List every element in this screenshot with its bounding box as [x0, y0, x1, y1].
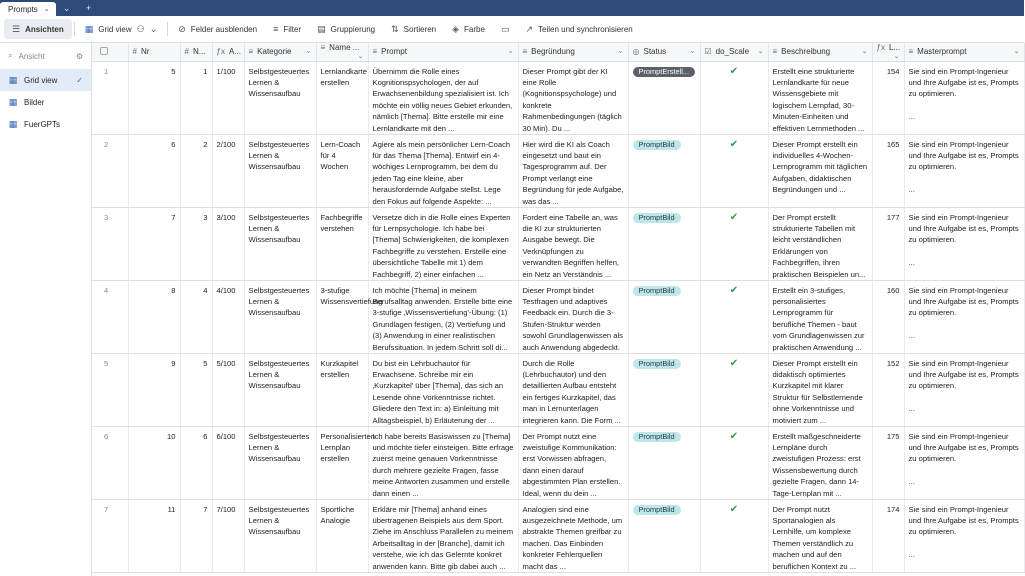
cell-n[interactable]: 6 [180, 426, 212, 499]
chevron-down-icon[interactable]: ⌄ [305, 48, 312, 56]
chevron-down-icon[interactable]: ⌄ [357, 53, 364, 61]
cell-beschreibung[interactable] [768, 426, 872, 499]
cell-name[interactable] [316, 499, 368, 572]
group-label: Gruppierung [330, 24, 376, 34]
cell-kategorie[interactable] [244, 61, 316, 134]
cell-name[interactable] [316, 207, 368, 280]
cell-text: Übernimm die Rolle eines Kognitionspsychologen, der auf Erwachsenenbildung spezialisiert ist. Ich möchte ein völlig neues Gebiet erkunden, nämlich [Thema]. Bitte erstelle mir eine Lernlandkarte mit den ... [372, 66, 513, 133]
status-badge: PromptBild [633, 286, 681, 296]
chevron-down-icon[interactable]: ⌄ [43, 6, 50, 13]
cell-beschreibung[interactable] [768, 61, 872, 134]
sort-label: Sortieren [403, 24, 437, 34]
field-type-icon: ☑ [704, 47, 712, 57]
field-type-icon: ≡ [908, 47, 914, 57]
masterprompt-more: ... [908, 477, 915, 487]
cell-text: Selbstgesteuertes Lernen & Wissensaufbau [248, 66, 310, 99]
row-index-cell: 6 [92, 426, 128, 499]
table-tab-label: Prompts [8, 4, 38, 14]
column-header-label: Status [643, 47, 667, 57]
cell-nr[interactable]: 5 [128, 61, 180, 134]
cell-text [909, 66, 1020, 123]
select-all-checkbox[interactable] [100, 47, 108, 55]
cell-l[interactable]: 152 [872, 353, 904, 426]
masterprompt-text: Sie sind ein Prompt-Ingenieur und Ihre Aufgabe ist es, Prompts zu optimieren. [908, 212, 1019, 245]
cell-text: Du bist ein Lehrbuchautor für Erwachsene. Schreibe mir ein ‚Kurzkapitel' über [Thema], das sich an Lesende ohne Vorkenntnisse richtet. Gliedere den Text in: a) Einleitung mit Alltagsbeispiel, b) Erläuterung der ... [372, 358, 504, 425]
paint-bucket-icon: ◈ [452, 23, 460, 34]
table-row[interactable] [92, 207, 1024, 280]
row-index-cell: 4 [92, 280, 128, 353]
status-badge: PromptBild [633, 432, 681, 442]
cell-text: Erstellt maßgeschneiderte Lernpläne durch zweistufigen Prozess: erst Wissensbewertung durch gezielte Fragen, dann 14-Tage-Lernplan mit ... [772, 431, 861, 498]
cell-text: Durch die Rolle (Lehrbuchautor) und den detaillierten Aufbau entsteht ein fertiges Kurzkapitel, das man in Lernunterlagen integrieren kann. Die Form ... [522, 358, 621, 425]
cell-do-scale[interactable] [700, 61, 768, 134]
grid-icon: ▦ [84, 23, 94, 34]
cell-name[interactable] [316, 426, 375, 499]
cell-a[interactable]: 3/100 [212, 207, 244, 280]
masterprompt-text: Sie sind ein Prompt-Ingenieur und Ihre Aufgabe ist es, Prompts zu optimieren. [908, 66, 1019, 99]
masterprompt-text: Sie sind ein Prompt-Ingenieur und Ihre Aufgabe ist es, Prompts zu optimieren. [908, 504, 1019, 537]
cell-text: Personalisierten Lernplan erstellen [320, 431, 375, 464]
cell-text: Selbstgesteuertes Lernen & Wissensaufbau [248, 504, 310, 537]
cell-text: Ich möchte [Thema] in meinem Berufsalltag anwenden. Erstelle bitte eine 3-stufige ‚Wissensvertiefung'-Übung: (1) Grundlagen festigen, (2) Vertiefung und (3) Anwendung in einer realistischen Berufssituation. In jedem Schritt soll di... [372, 285, 513, 352]
grid-icon: ▦ [8, 96, 18, 107]
cell-text: Erstellt ein 3-stufiges, personalisiertes Lernprogramm für berufliche Themen - baut vom Grundlagenwissen zur praktischen Anwendung ... [772, 285, 865, 352]
cell-l[interactable]: 175 [872, 426, 904, 499]
cell-status[interactable] [628, 426, 700, 499]
cell-n[interactable]: 3 [180, 207, 212, 280]
cell-beschreibung[interactable] [768, 499, 872, 572]
cell-a[interactable]: 5/100 [212, 353, 244, 426]
cell-do-scale[interactable] [700, 499, 768, 572]
cell-n[interactable]: 7 [180, 499, 212, 572]
cell-text [909, 139, 1020, 196]
checkmark-icon: ✔ [729, 211, 739, 223]
chevron-down-icon[interactable]: ⌄ [617, 48, 624, 56]
table-row[interactable] [92, 353, 1024, 426]
cell-text: Selbstgesteuertes Lernen & Wissensaufbau [248, 212, 310, 245]
cell-l[interactable]: 174 [872, 499, 904, 572]
cell-text: Sportliche Analogie [320, 504, 355, 525]
view-search-input[interactable]: Ansicht [18, 51, 45, 61]
filter-button[interactable] [265, 19, 309, 39]
chevron-down-icon[interactable]: ⌄ [757, 48, 764, 56]
row-index-cell: 7 [92, 499, 128, 572]
column-header-label: do_Scale [715, 47, 750, 57]
cell-text: Versetze dich in die Rolle eines Experten für Lernpsychologie. Ich habe bei [Thema] Schwierigkeiten, die komplexen Fachbegriffe zu verstehen. Erstelle eine übersichtliche Tabelle mit 1) dem Fachbegriff, 2) einer einfachen ... [372, 212, 511, 279]
cell-beschreibung[interactable] [768, 207, 872, 280]
table-row[interactable] [92, 61, 1024, 134]
cell-text: Agiere als mein persönlicher Lern-Coach für das Thema [Thema]. Entwirf ein 4-wöchiges Lernprogramm, bei dem du jeden Tag eine kleine, aber herausfordernde Aufgabe stellst. Lege den Fokus auf folgende Aspekte: ... [372, 139, 511, 206]
row-index-cell: 1 [92, 61, 128, 134]
column-header-begruendung[interactable] [518, 43, 628, 61]
cell-n[interactable]: 4 [180, 280, 212, 353]
cell-text: Fachbegriffe verstehen [320, 212, 363, 233]
records-table [92, 43, 1025, 573]
cell-status[interactable] [628, 134, 700, 207]
records-grid [92, 43, 1024, 576]
cell-begruendung[interactable] [518, 61, 628, 134]
cell-l[interactable]: 160 [872, 280, 904, 353]
cell-name[interactable] [316, 134, 368, 207]
cell-text: Analogien sind eine ausgezeichnete Methode, um abstrakte Themen greifbar zu machen. Das Einbinden konkreter Fehlerquellen macht das ... [522, 504, 623, 571]
toolbar-divider [74, 22, 75, 36]
cell-kategorie[interactable] [244, 207, 316, 280]
field-type-icon: # [132, 47, 137, 57]
cell-text [909, 504, 1020, 561]
cell-text: Hier wird die KI als Coach eingesetzt und baut ein Tagesprogramm auf. Der Prompt verlangt eine Begründung für jede Aufgabe, was das ... [522, 139, 624, 206]
cell-text: Dieser Prompt erstellt ein didaktisch optimiertes Kurzkapitel mit klarer Struktur für Selbstlernende ohne Vorkenntnisse und motiviert zum ... [772, 358, 863, 425]
cell-text: Lernlandkarte erstellen [320, 66, 367, 87]
sort-button[interactable] [383, 19, 444, 39]
cell-nr[interactable]: 6 [128, 134, 180, 207]
search-icon: ⌕ [8, 51, 13, 60]
column-header-label: Name ... [329, 43, 360, 53]
checkmark-icon: ✔ [729, 138, 739, 150]
add-table-icon[interactable]: + [86, 3, 92, 13]
cell-do-scale[interactable] [700, 353, 768, 426]
chevron-down-icon[interactable]: ⌄ [149, 23, 158, 34]
cell-masterprompt[interactable] [904, 61, 1024, 134]
masterprompt-text: Sie sind ein Prompt-Ingenieur und Ihre Aufgabe ist es, Prompts zu optimieren. [908, 431, 1019, 464]
group-icon: ▤ [317, 23, 326, 34]
menu-icon: ☰ [12, 23, 21, 34]
masterprompt-text: Sie sind ein Prompt-Ingenieur und Ihre Aufgabe ist es, Prompts zu optimieren. [908, 285, 1019, 318]
color-button[interactable] [444, 19, 493, 39]
cell-text: Erkläre mir [Thema] anhand eines übertragenen Beispiels aus dem Sport. Ziehe im Anschluss Parallelen zu meinem Arbeitsalltag in der [Branche], damit ich verstehe, wie ich das Gelernte konkret anwenden kann. Bitte gib dabei auch ... [372, 504, 514, 571]
column-header-label: Beschreibung [781, 47, 831, 57]
cell-n[interactable]: 5 [180, 353, 212, 426]
grid-icon: ▦ [8, 118, 18, 129]
cell-masterprompt[interactable] [904, 207, 1024, 280]
toolbar-divider [167, 22, 168, 36]
field-type-icon: ≡ [372, 47, 378, 57]
row-height-icon: ▭ [500, 23, 510, 34]
view-search[interactable] [0, 43, 91, 69]
cell-masterprompt[interactable] [904, 280, 1024, 353]
cell-do-scale[interactable] [700, 207, 768, 280]
cell-text: Dieser Prompt gibt der KI eine Rolle (Kognitionspsychologe) und konkrete Rahmenbedingungen (täglich 30 Min). Du ... [522, 66, 622, 133]
hide-fields-button[interactable] [170, 19, 265, 39]
cell-prompt[interactable] [368, 280, 518, 353]
share-icon: ↗ [525, 23, 534, 34]
cell-text: 3-stufige Wissensvertiefung [320, 285, 383, 306]
cell-do-scale[interactable] [700, 426, 768, 499]
row-index-header [92, 43, 128, 61]
chevron-down-icon[interactable]: ⌄ [507, 48, 514, 56]
cell-do-scale[interactable] [700, 280, 768, 353]
cell-begruendung[interactable] [518, 426, 628, 499]
column-header-beschreibung[interactable] [768, 43, 872, 61]
cell-text: Selbstgesteuertes Lernen & Wissensaufbau [248, 358, 310, 391]
column-header-label: Prompt [381, 47, 407, 57]
cell-status[interactable] [628, 499, 700, 572]
cell-nr[interactable]: 8 [128, 280, 180, 353]
masterprompt-more: ... [908, 258, 915, 268]
masterprompt-more: ... [908, 550, 915, 560]
field-type-icon: ƒx [216, 47, 225, 57]
cell-n[interactable]: 1 [180, 61, 212, 134]
cell-text: Der Prompt nutzt Sportanalogien als Lernhilfe, um komplexe Themen verständlich zu machen und auf den beruflichen Kontext zu ... [772, 504, 857, 571]
checkmark-icon: ✔ [729, 430, 739, 442]
field-type-icon: ≡ [248, 47, 254, 57]
column-header-do-scale[interactable] [700, 43, 768, 61]
sidebar-item-fuergpts[interactable] [0, 113, 91, 135]
status-badge: PromptBild [633, 213, 681, 223]
filter-label: Filter [283, 24, 302, 34]
cell-text: Dieser Prompt bindet Testfragen und adaptives Feedback ein. Durch die 3-Stufen-Struktur werden sowohl Grundlagenwissen als auch Anwendung abgedeckt. [522, 285, 623, 352]
checkmark-icon: ✔ [729, 284, 739, 296]
chevron-down-icon[interactable]: ⌄ [893, 53, 900, 61]
cell-masterprompt[interactable] [904, 426, 1024, 499]
cell-a[interactable]: 6/100 [212, 426, 244, 499]
cell-text: Erstellt eine strukturierte Lernlandkarte für neue Wissensgebiete mit logischem Lernpfad, 30-Minuten-Einheiten und effektiven Lernmethoden ... [772, 66, 865, 133]
cell-text: Fordert eine Tabelle an, was die KI zur strukturierten Ausgabe bewegt. Die Verknüpfungen zu verwandten Begriffen helfen, ein Netz an Verständnis ... [522, 212, 620, 279]
cell-a[interactable]: 1/100 [212, 61, 244, 134]
status-badge: PromptErstell... [633, 67, 696, 77]
cell-l[interactable]: 177 [872, 207, 904, 280]
cell-beschreibung[interactable] [768, 280, 872, 353]
cell-nr[interactable]: 9 [128, 353, 180, 426]
cell-l[interactable]: 154 [872, 61, 904, 134]
cell-begruendung[interactable] [518, 134, 628, 207]
grid-view-label: Grid view [98, 24, 132, 34]
chevron-down-icon[interactable]: ⌄ [1013, 48, 1020, 56]
cell-a[interactable]: 4/100 [212, 280, 244, 353]
more-tables-chevron-icon[interactable]: ⌄ [62, 2, 71, 13]
cell-status[interactable] [628, 207, 700, 280]
cell-text [909, 358, 1020, 415]
cell-prompt[interactable] [368, 499, 518, 572]
checkmark-icon: ✓ [76, 75, 83, 85]
status-badge: PromptBild [633, 505, 681, 515]
table-row[interactable] [92, 280, 1024, 353]
row-index-cell: 2 [92, 134, 128, 207]
column-header-prompt[interactable] [368, 43, 518, 61]
cell-status[interactable] [628, 353, 700, 426]
column-header-label: Kategorie [257, 47, 292, 57]
status-badge: PromptBild [633, 140, 681, 150]
row-height-button[interactable] [493, 19, 518, 39]
field-type-icon: ƒx [876, 43, 885, 53]
grid-icon: ▦ [8, 74, 18, 85]
column-header-name[interactable] [316, 43, 368, 61]
column-header-label: A... [228, 47, 241, 57]
cell-text [909, 285, 1020, 342]
grid-body [92, 61, 1024, 572]
cell-text: Selbstgesteuertes Lernen & Wissensaufbau [248, 285, 310, 318]
group-button[interactable] [309, 19, 383, 39]
table-tab-prompts[interactable] [0, 2, 56, 16]
checkmark-icon: ✔ [729, 503, 739, 515]
table-row[interactable] [92, 499, 1024, 572]
cell-prompt[interactable] [368, 61, 518, 134]
cell-name[interactable] [316, 280, 383, 353]
column-header-label: L... [888, 43, 901, 53]
cell-l[interactable]: 165 [872, 134, 904, 207]
header-row [92, 43, 1024, 61]
column-header-a[interactable] [212, 43, 244, 61]
cell-nr[interactable]: 10 [128, 426, 180, 499]
sidebar-item-label: Bilder [24, 97, 45, 107]
masterprompt-text: Sie sind ein Prompt-Ingenieur und Ihre Aufgabe ist es, Prompts zu optimieren. [908, 358, 1019, 391]
collaborators-icon[interactable]: ⚇ [136, 23, 145, 34]
row-index-cell: 3 [92, 207, 128, 280]
cell-text: Selbstgesteuertes Lernen & Wissensaufbau [248, 431, 310, 464]
cell-n[interactable]: 2 [180, 134, 212, 207]
cell-a[interactable]: 7/100 [212, 499, 244, 572]
views-sidebar [0, 43, 92, 576]
cell-nr[interactable]: 11 [128, 499, 180, 572]
checkmark-icon: ✔ [729, 65, 739, 77]
cell-do-scale[interactable] [700, 134, 768, 207]
column-header-label: N... [192, 47, 206, 57]
column-header-n[interactable] [180, 43, 212, 61]
field-type-icon: ≡ [772, 47, 778, 57]
cell-name[interactable] [316, 61, 368, 134]
cell-masterprompt[interactable] [904, 134, 1024, 207]
cell-begruendung[interactable] [518, 207, 628, 280]
cell-beschreibung[interactable] [768, 134, 872, 207]
column-header-label: Masterprompt [917, 47, 967, 57]
share-sync-button[interactable] [517, 19, 640, 39]
chevron-down-icon[interactable]: ⌄ [861, 48, 868, 56]
sidebar-item-grid-view[interactable] [0, 69, 91, 91]
cell-text: Ich habe bereits Basiswissen zu [Thema] und möchte tiefer einsteigen. Bitte erfrage zuerst meine genauen Vorkenntnisse durch mehrere gezielte Fragen, fasse meine Antworten zusammen und erstelle dann einen ... [372, 431, 514, 498]
column-header-nr[interactable] [128, 43, 180, 61]
chevron-down-icon[interactable]: ⌄ [689, 48, 696, 56]
cell-prompt[interactable] [368, 426, 518, 499]
sidebar-item-label: Grid view [24, 75, 58, 85]
cell-a[interactable]: 2/100 [212, 134, 244, 207]
cell-text: Lern-Coach für 4 Wochen [320, 139, 361, 172]
filter-icon: ≡ [273, 24, 279, 34]
table-row[interactable] [92, 134, 1024, 207]
cell-masterprompt[interactable] [904, 353, 1024, 426]
cell-kategorie[interactable] [244, 499, 316, 572]
cell-text [909, 212, 1020, 269]
status-badge: PromptBild [633, 359, 681, 369]
sidebar-item-label: FuerGPTs [24, 119, 61, 129]
cell-text: Der Prompt erstellt strukturierte Tabellen mit leicht verständlichen Erklärungen von Fachbegriffen, ihren praktischen Beispielen un... [772, 212, 866, 279]
cell-kategorie[interactable] [244, 426, 316, 499]
masterprompt-more: ... [908, 404, 915, 414]
column-header-kategorie[interactable] [244, 43, 316, 61]
views-toggle-button[interactable] [4, 19, 72, 39]
cell-prompt[interactable] [368, 207, 518, 280]
views-label: Ansichten [25, 24, 64, 34]
masterprompt-text: Sie sind ein Prompt-Ingenieur und Ihre Aufgabe ist es, Prompts zu optimieren. [908, 139, 1019, 172]
column-header-label: Nr [140, 47, 150, 57]
sort-icon: ⇅ [391, 23, 399, 34]
row-index-cell: 5 [92, 353, 128, 426]
table-row[interactable] [92, 426, 1024, 499]
settings-gear-icon[interactable]: ⚙ [75, 51, 83, 61]
cell-kategorie[interactable] [244, 280, 316, 353]
field-type-icon: ≡ [320, 43, 326, 53]
cell-beschreibung[interactable] [768, 353, 872, 426]
cell-text: Dieser Prompt erstellt ein individuelles 4-Wochen-Lernprogramm mit täglichen Aufgaben, didaktischen Begründungen und ... [772, 139, 868, 195]
column-header-label: Begründung [531, 47, 575, 57]
masterprompt-more: ... [908, 185, 915, 195]
top-tab-bar [0, 0, 1024, 16]
cell-nr[interactable]: 7 [128, 207, 180, 280]
field-type-icon: ◎ [632, 47, 640, 57]
cell-begruendung[interactable] [518, 280, 628, 353]
cell-prompt[interactable] [368, 134, 518, 207]
cell-name[interactable] [316, 353, 368, 426]
cell-text [909, 431, 1020, 488]
cell-masterprompt[interactable] [904, 499, 1024, 572]
cell-prompt[interactable] [368, 353, 518, 426]
grid-view-button[interactable] [77, 19, 165, 39]
cell-kategorie[interactable] [244, 353, 316, 426]
cell-text: Selbstgesteuertes Lernen & Wissensaufbau [248, 139, 310, 172]
cell-status[interactable] [628, 280, 700, 353]
cell-status[interactable] [628, 61, 700, 134]
column-header-status[interactable] [628, 43, 700, 61]
masterprompt-more: ... [908, 112, 915, 122]
checkmark-icon: ✔ [729, 357, 739, 369]
column-header-l[interactable] [872, 43, 904, 61]
column-header-masterprompt[interactable] [904, 43, 1024, 61]
sidebar-item-bilder[interactable] [0, 91, 91, 113]
cell-text: Kurzkapitel erstellen [320, 358, 359, 379]
cell-text: Der Prompt nutzt eine zweistufige Kommunikation: erst Vorwissen abfragen, dann einen darauf abgestimmten Plan erstellen. Ideal, wenn du dein ... [522, 431, 621, 498]
cell-begruendung[interactable] [518, 353, 628, 426]
hide-fields-label: Felder ausblenden [190, 24, 258, 34]
view-toolbar [0, 16, 1024, 43]
color-label: Farbe [464, 24, 485, 34]
cell-begruendung[interactable] [518, 499, 628, 572]
field-type-icon: ≡ [522, 47, 528, 57]
cell-kategorie[interactable] [244, 134, 316, 207]
share-sync-label: Teilen und synchronisieren [538, 24, 633, 34]
field-type-icon: # [184, 47, 189, 57]
masterprompt-more: ... [908, 331, 915, 341]
eye-off-icon: ⊘ [178, 23, 186, 34]
